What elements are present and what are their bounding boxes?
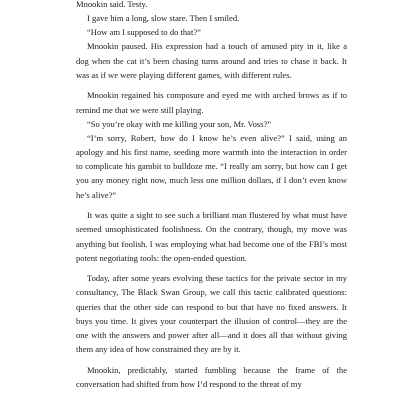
body-text — [76, 0, 347, 391]
paragraph: Mnookin paused. His expression had a touch of amused pity in it, like a dog when the cat it’s been chasing turns around and tries to chase it back. It was as if we were playing different games, with different rules. — [76, 41, 347, 80]
paragraph: “How am I supposed to do that?” — [87, 27, 201, 38]
paragraph: I gave him a long, slow stare. Then I smiled. — [87, 13, 240, 24]
paragraph: Mnookin regained his composure and eyed me with arched brows as if to remind me that we were still playing. — [76, 90, 347, 115]
paragraph: Mnookin, predictably, started fumbling because the frame of the conversation had shifted from how I’d respond to the threat of my — [76, 364, 347, 389]
paragraph: Mnookin said. Testy. — [76, 0, 148, 9]
paragraph: Today, after some years evolving these tactics for the private sector in my consultancy, The Black Swan Group, we call this tactic calibrated questions: queries that the other side can respond to but that have no fixed answers. It buys you time. It gives your counterpart the illusion of control—they are the one with the answers and power after all—and it does all that without giving them any idea of how constrained they are by it. — [76, 273, 347, 355]
paragraph: It was quite a sight to see such a brilliant man flustered by what must have seemed unsophisticated foolishness. On the contrary, though, my move was anything but foolish. I was employing what had become one of the FBI’s most potent negotiating tools: the open-ended question. — [76, 210, 347, 263]
paragraph: “I’m sorry, Robert, how do I know he’s even alive?” I said, using an apology and his first name, seeding more warmth into the interaction in order to complicate his gambit to bulldoze me. “I really am sorry, but how can I get you any money right now, much less one million dollars, if I don’t even know he’s alive?” — [76, 132, 347, 200]
paragraph: “So you’re okay with me killing your son, Mr. Voss?” — [87, 118, 272, 129]
